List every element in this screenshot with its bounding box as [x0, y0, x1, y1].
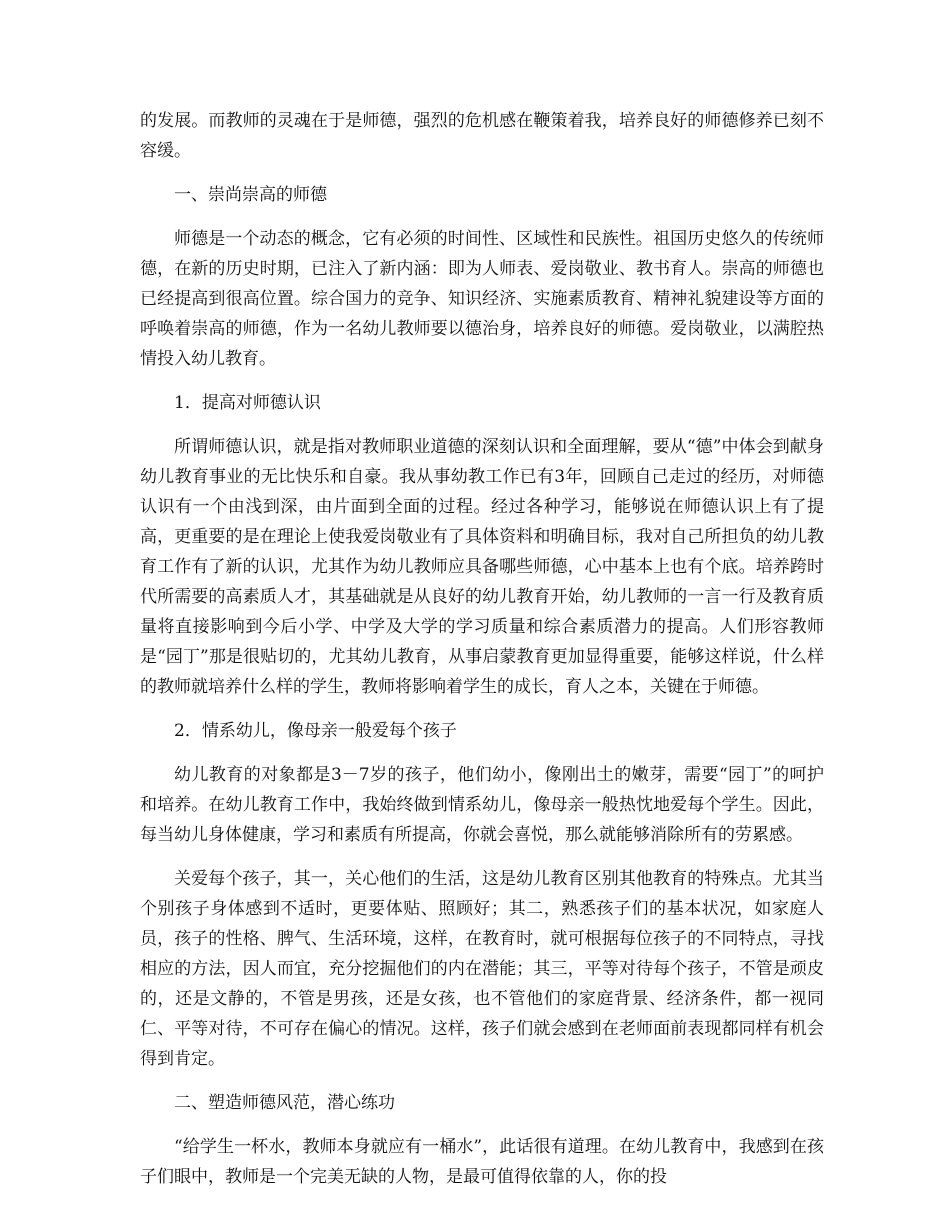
paragraph-care-children: 幼儿教育的对象都是3－7岁的孩子，他们幼小，像刚出土的嫩芽，需要“园丁”的呵护和培养。在幼儿教育工作中，我始终做到情系幼儿，像母亲一般热忱地爱每个学生。因此，每当幼儿身体健康，学习和素质有所提高，你就会喜悦，那么就能够消除所有的劳累感。	[140, 765, 824, 845]
subheading-2: 2．情系幼儿，像母亲一般爱每个孩子	[174, 721, 457, 741]
document-page	[140, 106, 824, 1206]
paragraph-intro: 的发展。而教师的灵魂在于是师德，强烈的危机感在鞭策着我，培养良好的师德修养已刻不容缓。	[140, 111, 824, 161]
section-heading-2: 二、塑造师德风范，潜心练功	[174, 1093, 395, 1113]
paragraph-ethics-awareness: 所谓师德认识，就是指对教师职业道德的深刻认识和全面理解，要从“德”中体会到献身幼儿教育事业的无比快乐和自豪。我从事幼教工作已有3年，回顾自己走过的经历，对师德认识有一个由浅到深，由片面到全面的过程。经过各种学习，能够说在师德认识上有了提高，更重要的是在理论上使我爱岗敬业有了具体资料和明确目标，我对自己所担负的幼儿教育工作有了新的认识，尤其作为幼儿教师应具备哪些师德，心中基本上也有个底。培养跨时代所需要的高素质人才，其基础就是从良好的幼儿教育开始，幼儿教师的一言一行及教育质量将直接影响到今后小学、中学及大学的学习质量和综合素质潜力的提高。人们形容教师是“园丁”那是很贴切的，尤其幼儿教育，从事启蒙教育更加显得重要，能够这样说，什么样的教师就培养什么样的学生，教师将影响着学生的成长，育人之本，关键在于师德。	[140, 437, 824, 697]
paragraph-care-every-child: 关爱每个孩子，其一，关心他们的生活，这是幼儿教育区别其他教育的特殊点。尤其当个别孩子身体感到不适时，更要体贴、照顾好；其二，熟悉孩子们的基本状况，如家庭人员，孩子的性格、脾气、生活环境，这样，在教育时，就可根据每位孩子的不同特点，寻找相应的方法，因人而宜，充分挖掘他们的内在潜能；其三，平等对待每个孩子，不管是顽皮的，还是文静的，不管是男孩，还是女孩，也不管他们的家庭背景、经济条件，都一视同仁、平等对待，不可存在偏心的情况。这样，孩子们就会感到在老师面前表现都同样有机会得到肯定。	[140, 869, 824, 1069]
paragraph-bucket-of-water: “给学生一杯水，教师本身就应有一桶水”，此话很有道理。在幼儿教育中，我感到在孩子们眼中，教师是一个完美无缺的人物，是最可值得依靠的人，你的投	[140, 1137, 824, 1187]
paragraph-teacher-ethics: 师德是一个动态的概念，它有必须的时间性、区域性和民族性。祖国历史悠久的传统师德，在新的历史时期，已注入了新内涵：即为人师表、爱岗敬业、教书育人。崇高的师德也已经提高到很高位置。综合国力的竞争、知识经济、实施素质教育、精神礼貌建设等方面的呼唤着崇高的师德，作为一名幼儿教师要以德治身，培养良好的师德。爱岗敬业，以满腔热情投入幼儿教育。	[140, 229, 824, 369]
section-heading-1: 一、崇尚崇高的师德	[174, 185, 327, 205]
subheading-1: 1．提高对师德认识	[174, 393, 321, 413]
